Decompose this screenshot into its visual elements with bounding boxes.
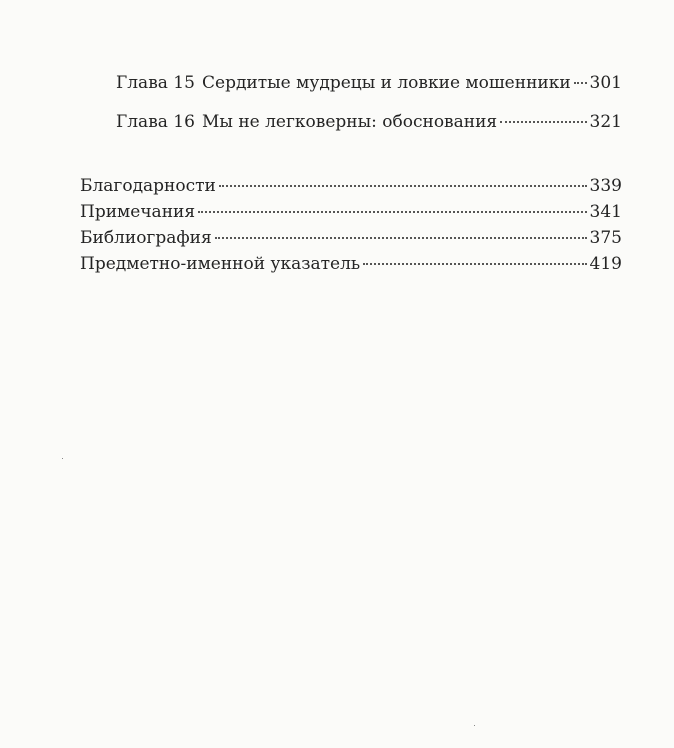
page-number: 339 xyxy=(589,176,622,196)
entry-title: Предметно-именной указатель xyxy=(80,254,361,274)
page-number: 419 xyxy=(589,254,622,274)
chapter-label: Глава 15 xyxy=(116,73,195,93)
toc-entry-acknowledgements xyxy=(80,175,622,197)
entry-title: Благодарности xyxy=(80,176,216,196)
entry-title: Библиография xyxy=(80,228,212,248)
paper-speck xyxy=(474,725,475,726)
chapter-label: Глава 16 xyxy=(116,112,195,132)
dot-leader xyxy=(574,82,587,84)
dot-leader xyxy=(500,121,586,123)
page-number: 341 xyxy=(589,202,622,222)
page-number: 321 xyxy=(589,112,622,132)
chapter-title: Сердитые мудрецы и ловкие мошенники xyxy=(202,73,571,93)
toc-entry-bibliography xyxy=(80,227,622,249)
toc-entry-index xyxy=(80,253,622,275)
dot-leader xyxy=(215,237,587,239)
toc-entry-notes xyxy=(80,201,622,223)
toc-entry-chapter-15 xyxy=(116,72,622,94)
chapter-title: Мы не легковерны: обоснования xyxy=(202,112,498,132)
dot-leader xyxy=(363,263,586,265)
page-number: 301 xyxy=(589,73,622,93)
dot-leader xyxy=(198,211,586,213)
paper-speck xyxy=(62,458,63,459)
dot-leader xyxy=(219,185,587,187)
toc-entry-chapter-16 xyxy=(116,111,622,133)
page-number: 375 xyxy=(589,228,622,248)
entry-title: Примечания xyxy=(80,202,196,222)
